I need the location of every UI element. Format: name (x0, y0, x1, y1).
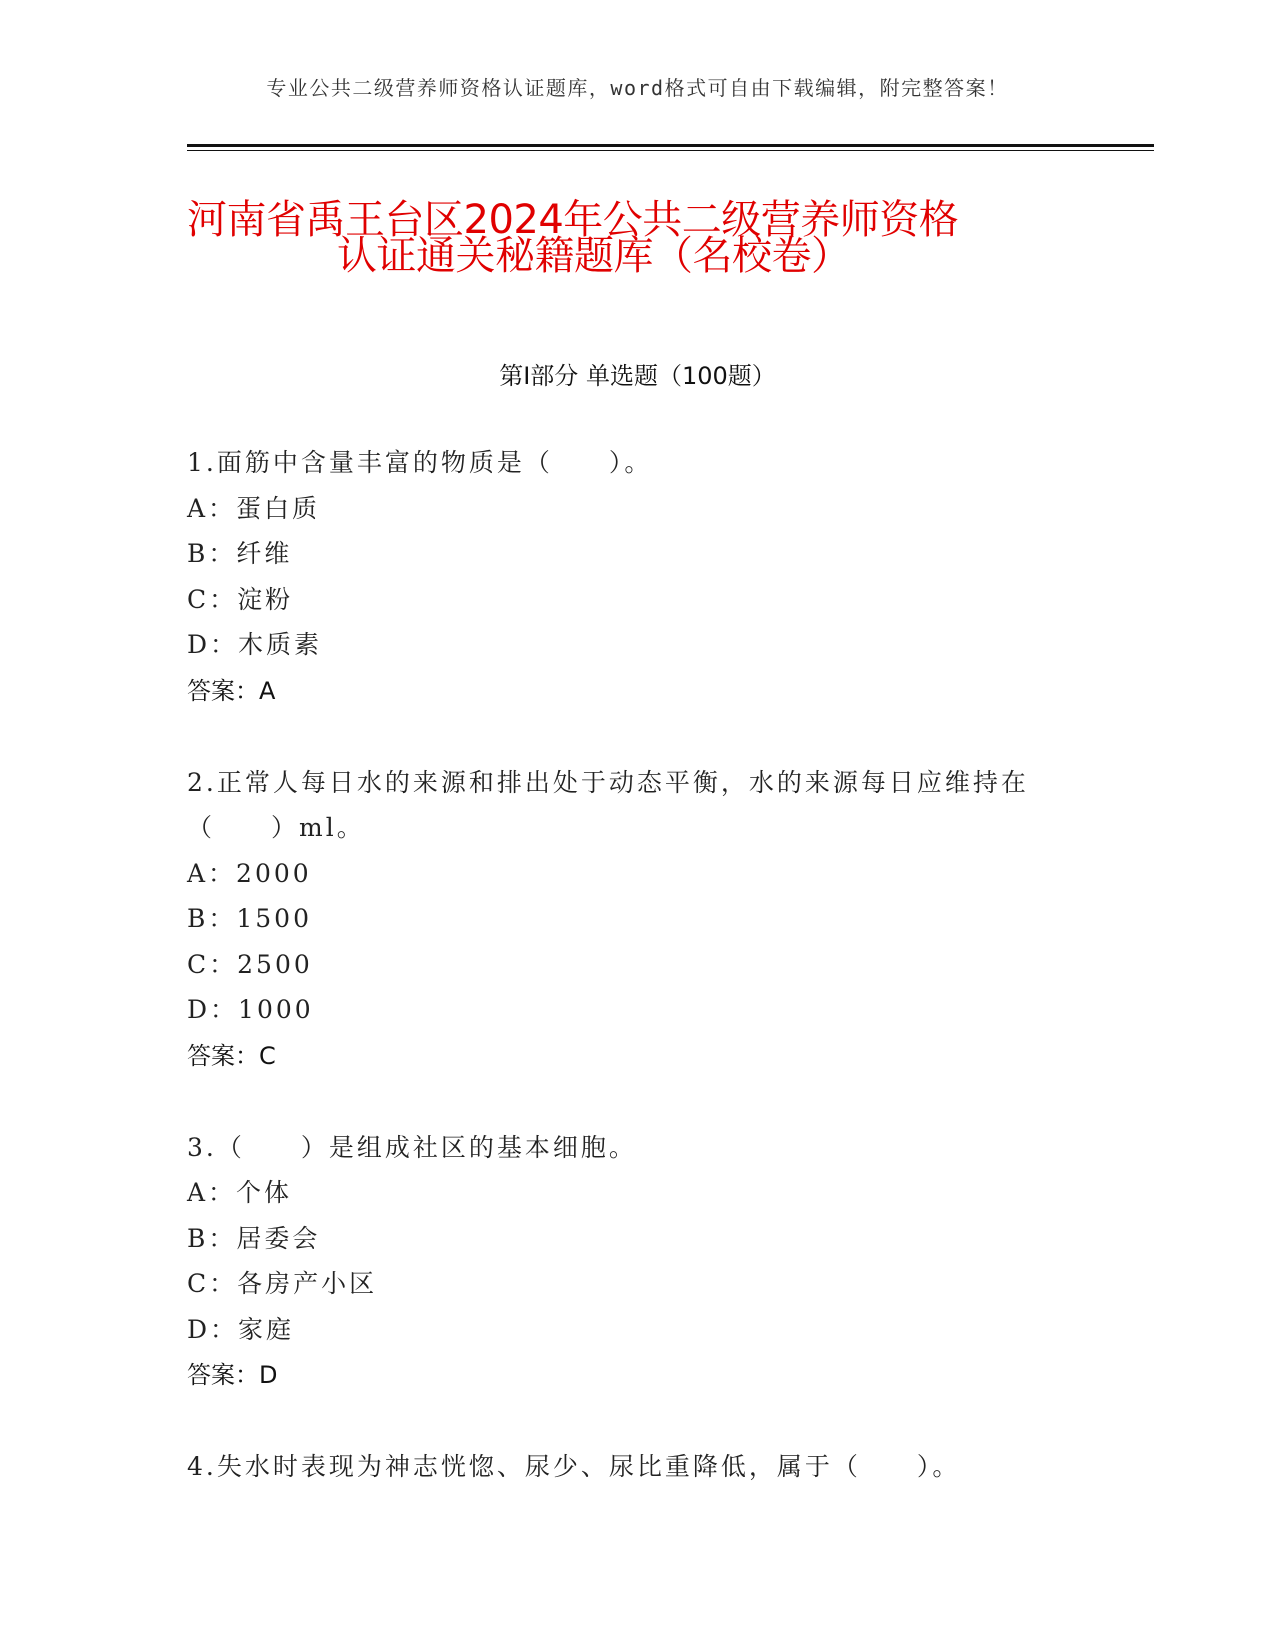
header-divider-thick (187, 144, 1154, 147)
question-3 (187, 1125, 1087, 1399)
question-2-text-line-1: 2.正常人每日水的来源和排出处于动态平衡，水的来源每日应维持在 (187, 767, 1029, 797)
question-2-text-line-2: （ ）ml。 (187, 813, 365, 842)
section-heading: 第Ⅰ部分 单选题（100题） (499, 362, 776, 390)
question-2 (187, 760, 1087, 1079)
question-2-answer: 答案：C (187, 1041, 276, 1070)
question-1-text: 1.面筋中含量丰富的物质是（ ）。 (187, 448, 653, 477)
question-list (187, 440, 1087, 1536)
question-3-option-d: D：家庭 (187, 1314, 295, 1344)
question-1-answer: 答案：A (187, 676, 276, 705)
question-1 (187, 440, 1087, 714)
question-3-answer: 答案：D (187, 1361, 278, 1389)
title-line-2: 认证通关秘籍题库（名校卷） (337, 233, 851, 279)
header-divider-thin (187, 150, 1154, 151)
question-2-option-d: D：1000 (187, 995, 314, 1024)
question-2-option-b: B：1500 (187, 904, 312, 933)
question-1-option-d: D：木质素 (187, 630, 323, 659)
question-1-option-a: A：蛋白质 (187, 493, 321, 523)
question-2-option-a: A：2000 (187, 858, 312, 888)
question-1-option-b: B：纤维 (187, 539, 293, 568)
question-3-text: 3.（ ）是组成社区的基本细胞。 (187, 1132, 637, 1162)
question-3-option-c: C：各房产小区 (187, 1269, 378, 1298)
question-3-option-a: A：个体 (187, 1178, 293, 1207)
question-2-option-c: C：2500 (187, 949, 313, 979)
question-4-text: 4.失水时表现为神志恍惚、尿少、尿比重降低，属于（ ）。 (187, 1452, 961, 1481)
title-line-1: 河南省禹王台区2024年公共二级营养师资格 (187, 197, 959, 243)
question-3-option-b: B：居委会 (187, 1223, 321, 1253)
question-1-option-c: C：淀粉 (187, 584, 294, 614)
header-note: 专业公共二级营养师资格认证题库，word格式可自由下载编辑，附完整答案！ (266, 76, 1009, 100)
question-4 (187, 1444, 1087, 1490)
